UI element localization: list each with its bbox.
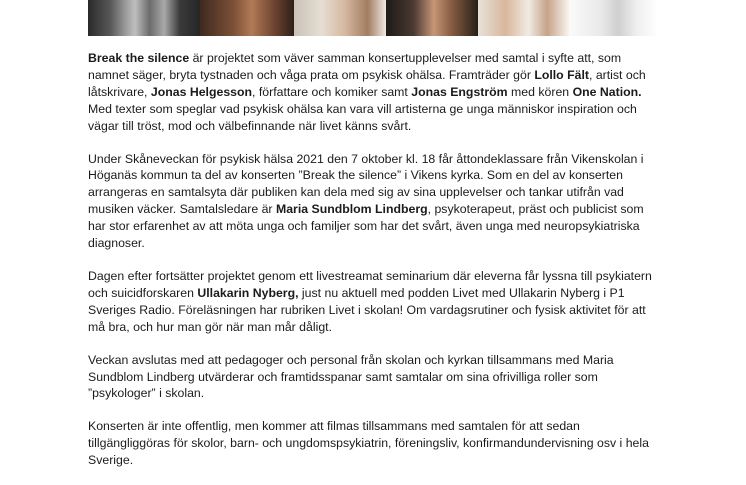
- project-name: Break the silence: [88, 51, 190, 65]
- article-body: [88, 50, 653, 485]
- portrait-photo: [294, 0, 386, 36]
- photo-strip: [88, 0, 658, 36]
- artist-name: Lollo Fält: [534, 67, 589, 82]
- portrait-photo: [200, 0, 294, 36]
- artist-name: Jonas Engström: [411, 84, 508, 99]
- paragraph-intro: Break the silence är projektet som väver samman konsertupplevelser med samtal i syfte att, som namnet säger, bryta tystnaden och våga prata om psykisk ohälsa. Framträder gör Lollo Fält, artist och låtskrivare, Jonas Helgesson, författare och komiker samt Jonas Engström med kören One Nation. Med texter som speglar vad psykisk ohälsa kan vara vill artisterna ge unga människor inspiration och vägar till tröst, mod och välbefinnande när livet känns svårt.: [88, 51, 646, 133]
- portrait-photo: [386, 0, 478, 36]
- moderator-name: Maria Sundblom Lindberg: [275, 202, 428, 217]
- artist-name: Jonas Helgesson: [150, 84, 253, 99]
- paragraph-event: Under Skåneveckan för psykisk hälsa 2021 den 7 oktober kl. 18 får åttondeklassare från Vikenskolan i Höganäs kommun ta del av konserten ”Break the silence” i Vikens kyrka. Som en del av konserten arrangeras en samtalsyta där publiken kan dela med sig av sina upplevelser och tankar utifrån vad musiken väcker. Samtalsledare är Maria Sundblom Lindberg, psykoterapeut, präst och publicist som har stor erfarenhet av att möta unga och familjer som har det svårt, även unga med neuropsykiatriska diagnoser.: [88, 151, 644, 251]
- paragraph-seminar: Dagen efter fortsätter projektet genom ett livestreamat seminarium där eleverna får lyssna till psykiatern och suicidforskaren Ullakarin Nyberg, just nu aktuell med podden Livet med Ullakarin Nyberg i P1 Sveriges Radio. Föreläsningen har rubriken Livet i skolan! Om vardagsrutiner och fysisk aktivitet för att må bra, och hur man gör när man mår dåligt.: [88, 268, 652, 334]
- speaker-name: Ullakarin Nyberg,: [197, 285, 299, 300]
- choir-name: One Nation.: [572, 84, 642, 99]
- paragraph-evaluation: Veckan avslutas med att pedagoger och personal från skolan och kyrkan tillsammans med Maria Sundblom Lindberg utvärderar och framtidsspanar samt samtalar om sina ofrivilliga roller som ”psykologer” i skolan.: [88, 352, 614, 401]
- portrait-photo: [478, 0, 570, 36]
- portrait-photo: [570, 0, 658, 36]
- paragraph-distribution: Konserten är inte offentlig, men kommer att filmas tillsammans med samtalen för att sedan tillgängliggöras för skolor, barn- och ungdomspsykiatrin, föreningsliv, konfirmandundervisning osv i hela Sverige.: [88, 419, 649, 468]
- statue-photo: [88, 0, 200, 36]
